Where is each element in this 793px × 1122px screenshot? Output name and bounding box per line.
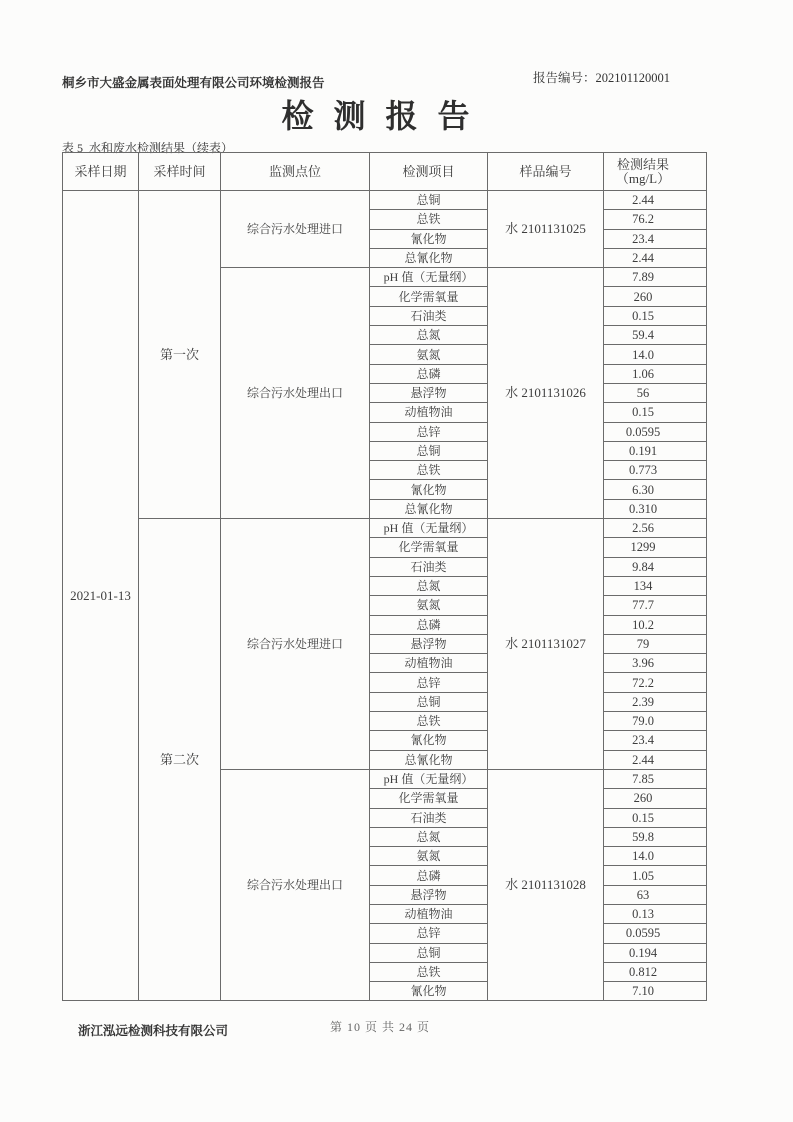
test-item-cell: 总铁 [370, 962, 488, 981]
test-item-cell: 总铁 [370, 461, 488, 480]
test-item-cell: 动植物油 [370, 654, 488, 673]
test-item-cell: 动植物油 [370, 403, 488, 422]
result-value-cell: 2.44 [604, 248, 707, 267]
test-item-cell: 石油类 [370, 808, 488, 827]
result-value-cell: 1.05 [604, 866, 707, 885]
column-header-test-item: 检测项目 [370, 153, 488, 191]
test-item-cell: 氰化物 [370, 480, 488, 499]
result-value-cell: 14.0 [604, 345, 707, 364]
test-item-cell: 悬浮物 [370, 634, 488, 653]
result-value-cell: 0.194 [604, 943, 707, 962]
monitoring-point-cell: 综合污水处理进口 [221, 519, 370, 770]
result-value-cell: 79 [604, 634, 707, 653]
test-item-cell: 氨氮 [370, 847, 488, 866]
test-item-cell: 氰化物 [370, 982, 488, 1001]
result-value-cell: 1299 [604, 538, 707, 557]
column-header-sample-id: 样品编号 [488, 153, 604, 191]
result-value-cell: 79.0 [604, 712, 707, 731]
result-value-cell: 260 [604, 789, 707, 808]
result-value-cell: 0.0595 [604, 422, 707, 441]
result-value-cell: 2.39 [604, 692, 707, 711]
result-value-cell: 0.15 [604, 403, 707, 422]
monitoring-point-cell: 综合污水处理出口 [221, 769, 370, 1001]
result-value-cell: 0.15 [604, 808, 707, 827]
footer-company: 浙江泓远检测科技有限公司 [78, 1024, 229, 1038]
result-value-cell: 63 [604, 885, 707, 904]
result-value-cell: 2.44 [604, 191, 707, 210]
sample-id-cell: 水 2101131025 [488, 191, 604, 268]
test-item-cell: 总氮 [370, 576, 488, 595]
result-value-cell: 56 [604, 383, 707, 402]
test-item-cell: 总锌 [370, 422, 488, 441]
test-item-cell: 总锌 [370, 673, 488, 692]
result-value-cell: 7.10 [604, 982, 707, 1001]
test-item-cell: 总磷 [370, 615, 488, 634]
sample-id-cell: 水 2101131027 [488, 519, 604, 770]
result-value-cell: 0.0595 [604, 924, 707, 943]
result-value-cell: 1.06 [604, 364, 707, 383]
result-value-cell: 0.13 [604, 904, 707, 923]
result-value-cell: 14.0 [604, 847, 707, 866]
result-value-cell: 2.44 [604, 750, 707, 769]
test-item-cell: 总铜 [370, 191, 488, 210]
result-value-cell: 0.310 [604, 499, 707, 518]
test-item-cell: 总铁 [370, 712, 488, 731]
result-value-cell: 59.4 [604, 326, 707, 345]
test-item-cell: 化学需氧量 [370, 789, 488, 808]
table-caption: 表 5 水和废水检测结果（续表） [62, 141, 234, 155]
report-company-heading: 桐乡市大盛金属表面处理有限公司环境检测报告 [62, 76, 325, 90]
monitoring-point-cell: 综合污水处理出口 [221, 268, 370, 519]
result-value-cell: 59.8 [604, 827, 707, 846]
sampling-date-cell: 2021-01-13 [63, 191, 139, 1001]
test-item-cell: 总氮 [370, 827, 488, 846]
result-value-cell: 9.84 [604, 557, 707, 576]
sampling-session-cell: 第一次 [139, 191, 221, 519]
result-value-cell: 77.7 [604, 596, 707, 615]
result-value-cell: 2.56 [604, 519, 707, 538]
test-item-cell: 总氰化物 [370, 499, 488, 518]
column-header-result [604, 153, 707, 191]
sample-id-cell: 水 2101131028 [488, 769, 604, 1001]
result-value-cell: 6.30 [604, 480, 707, 499]
result-value-cell: 7.89 [604, 268, 707, 287]
test-item-cell: 总锌 [370, 924, 488, 943]
result-value-cell: 7.85 [604, 769, 707, 788]
test-item-cell: 氰化物 [370, 229, 488, 248]
test-item-cell: 化学需氧量 [370, 287, 488, 306]
table-body [63, 191, 707, 1001]
result-value-cell: 260 [604, 287, 707, 306]
test-item-cell: 总磷 [370, 866, 488, 885]
page-title: 检 测 报 告 [281, 98, 476, 134]
test-item-cell: 氨氮 [370, 596, 488, 615]
test-item-cell: 悬浮物 [370, 383, 488, 402]
result-value-cell: 0.191 [604, 441, 707, 460]
monitoring-point-cell: 综合污水处理进口 [221, 191, 370, 268]
test-item-cell: 总磷 [370, 364, 488, 383]
result-value-cell: 23.4 [604, 229, 707, 248]
result-value-cell: 0.812 [604, 962, 707, 981]
test-item-cell: 石油类 [370, 557, 488, 576]
test-item-cell: pH 值（无量纲） [370, 769, 488, 788]
result-value-cell: 72.2 [604, 673, 707, 692]
test-item-cell: 氰化物 [370, 731, 488, 750]
test-item-cell: 总氰化物 [370, 248, 488, 267]
test-item-cell: 总铜 [370, 441, 488, 460]
test-item-cell: 总铜 [370, 692, 488, 711]
result-header-unit: （mg/L） [615, 170, 671, 186]
test-item-cell: 总铜 [370, 943, 488, 962]
water-test-results-table [62, 152, 707, 1001]
sample-id-cell: 水 2101131026 [488, 268, 604, 519]
test-item-cell: 化学需氧量 [370, 538, 488, 557]
test-item-cell: pH 值（无量纲） [370, 268, 488, 287]
page-number: 第 10 页 共 24 页 [330, 1020, 431, 1034]
test-item-cell: 悬浮物 [370, 885, 488, 904]
result-value-cell: 0.15 [604, 306, 707, 325]
result-value-cell: 10.2 [604, 615, 707, 634]
result-value-cell: 0.773 [604, 461, 707, 480]
table-header-row [63, 153, 707, 191]
test-item-cell: 总铁 [370, 210, 488, 229]
column-header-sampling-date: 采样日期 [63, 153, 139, 191]
test-item-cell: pH 值（无量纲） [370, 519, 488, 538]
test-item-cell: 石油类 [370, 306, 488, 325]
table-row [63, 519, 707, 538]
result-value-cell: 134 [604, 576, 707, 595]
result-header-label: 检测结果 [616, 156, 669, 172]
column-header-sampling-time: 采样时间 [139, 153, 221, 191]
test-item-cell: 氨氮 [370, 345, 488, 364]
result-value-cell: 76.2 [604, 210, 707, 229]
sampling-session-cell: 第二次 [139, 519, 221, 1001]
test-item-cell: 动植物油 [370, 904, 488, 923]
table-row [63, 191, 707, 210]
result-value-cell: 23.4 [604, 731, 707, 750]
test-item-cell: 总氮 [370, 326, 488, 345]
test-item-cell: 总氰化物 [370, 750, 488, 769]
column-header-monitoring-point: 监测点位 [221, 153, 370, 191]
report-number: 报告编号：202101120001 [533, 71, 671, 85]
result-value-cell: 3.96 [604, 654, 707, 673]
